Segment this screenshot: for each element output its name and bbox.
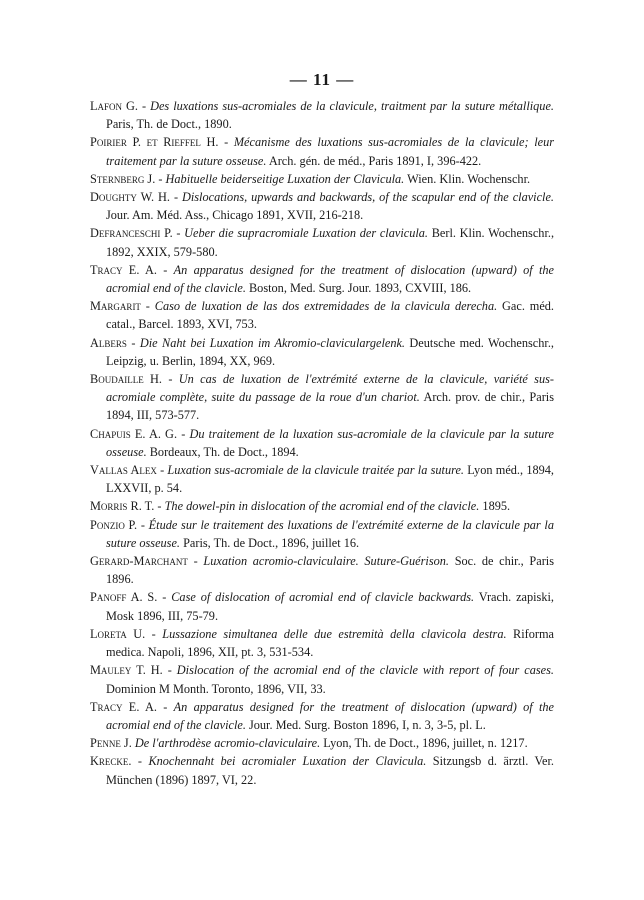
bibliography-entry [90,261,554,297]
entry-title: Des luxations sus-acromiales de la clavicule, traitment par la suture métallique. [150,99,554,113]
entry-details: Riforma medica. Napoli, 1896, XII, pt. 3, 531-534. [106,626,555,660]
entry-author: Krecke. [90,754,132,769]
entry-title: Habituelle beiderseitige Luxation der Clavicula. [165,171,405,186]
entry-separator: - [154,499,165,514]
bibliography-entry [90,297,554,333]
bibliography-entry [90,370,554,425]
entry-author: Lafon G. [90,99,138,113]
bibliography-entry [90,552,554,588]
entry-author: Boudaille H. [90,372,162,387]
entry-author: Defranceschi P. [90,226,173,241]
entry-separator: - [218,135,234,150]
bibliography-list [90,97,554,789]
bibliography-entry [90,734,554,752]
entry-details: Lyon méd., 1894, LXXVII, p. 54. [106,463,554,496]
bibliography-entry [90,661,554,697]
entry-details: Arch. prov. de chir., Paris 1894, III, 573-577. [106,390,554,423]
bibliography-entry [90,425,554,461]
entry-details: Berl. Klin. Wochenschr., 1892, XXIX, 579-580. [106,226,555,259]
entry-details: Bordeaux, Th. de Doct., 1894. [146,444,299,459]
bibliography-entry [90,516,554,552]
entry-separator: - [131,754,149,769]
entry-author: Tracy E. A. [90,699,157,714]
bibliography-entry [90,334,554,370]
entry-author: Gerard-Marchant [90,554,188,569]
entry-separator: - [187,554,204,569]
entry-title: Un cas de luxation de l'extrémité externe de la clavicule, variété sus-acromiale complète, suite du passage de la roue d'un chariot. [106,372,554,405]
bibliography-entry [90,224,554,260]
entry-details: Dominion M Month. Toronto, 1896, VII, 33. [106,681,326,696]
entry-separator: - [156,699,174,714]
entry-separator: - [156,463,168,478]
entry-title: An apparatus designed for the treatment of dislocation (upward) of the acromial end of the clavicle. [106,699,554,732]
entry-author: Sternberg J. [90,171,156,186]
entry-author: Loreta U. [90,626,146,641]
bibliography-entry [90,625,554,661]
entry-separator: - [177,426,190,441]
entry-title: De l'arthrodèse acromio-claviculaire. [134,736,321,751]
entry-separator: - [145,626,163,641]
entry-title: Knochennaht bei acromialer Luxation der Clavicula. [148,754,427,769]
entry-author: Vallas Alex [90,463,157,478]
entry-title: Étude sur le traitement des luxations de l'extrémité externe de la clavicule par la suture osseuse. [106,517,554,550]
entry-author: Tracy E. A. [90,262,157,277]
entry-details: Jour. Med. Surg. Boston 1896, I, n. 3, 3-5, pl. L. [245,717,486,732]
entry-title: Dislocations, upwards and backwards, of the scapular end of the clavicle. [181,190,554,205]
entry-author: Margarit [90,299,141,314]
entry-title: Case of dislocation of acromial end of clavicle backwards. [171,590,475,605]
entry-details: Vrach. zapiski, Mosk 1896, III, 75-79. [106,590,554,623]
bibliography-entry [90,170,554,188]
entry-separator: - [162,663,177,678]
bibliography-entry [90,588,554,624]
entry-title: Mécanisme des luxations sus-acromiales de la clavicule; leur traitement par la suture osseuse. [106,135,555,168]
entry-author: Chapuis E. A. G. [90,426,178,441]
entry-author: Penne J. [90,736,132,751]
entry-title: Dislocation of the acromial end of the clavicle with report of four cases. [176,663,554,678]
entry-title: Lussazione simultanea delle due estremità della clavicola destra. [162,626,507,641]
entry-details: Deutsche med. Wochenschr., Leipzig, u. Berlin, 1894, XX, 969. [106,335,554,368]
bibliography-entry [90,698,554,734]
entry-details: Paris, Th. de Doct., 1890. [106,117,232,132]
entry-separator: - [157,590,172,605]
bibliography-entry [90,97,554,133]
entry-details: Wien. Klin. Wochenschr. [404,171,531,186]
bibliography-entry [90,133,554,169]
entry-title: Luxation sus-acromiale de la clavicule traitée par la suture. [167,463,464,478]
entry-details: Boston, Med. Surg. Jour. 1893, CXVIII, 186. [245,281,472,296]
bibliography-entry [90,461,554,497]
entry-details: Arch. gén. de méd., Paris 1891, I, 396-422. [266,153,482,168]
entry-separator: - [140,299,155,314]
entry-author: Morris R. T. [90,499,155,514]
bibliography-entry [90,752,554,788]
entry-title: Luxation acromio-claviculaire. Suture-Guérison. [203,554,450,569]
entry-title: Du traitement de la luxation sus-acromiale de la clavicule par la suture osseuse. [106,426,555,459]
entry-separator: - [137,517,149,532]
entry-separator: - [156,262,174,277]
entry-title: The dowel-pin in dislocation of the acromial end of the clavicle. [164,499,480,514]
entry-separator: - [161,372,179,387]
bibliography-entry [90,188,554,224]
entry-separator: - [170,190,182,205]
entry-separator: - [126,335,140,350]
entry-details: Sitzungsb d. ärztl. Ver. München (1896) 1897, VI, 22. [106,754,554,787]
entry-author: Doughty W. H. [90,190,171,205]
entry-title: Caso de luxation de las dos extremidades de la clavicula derecha. [154,299,498,314]
entry-author: Albers [90,335,127,350]
entry-title: An apparatus designed for the treatment of dislocation (upward) of the acromial end of the clavicle. [106,262,554,296]
entry-author: Poirier P. et Rieffel H. [90,135,219,150]
entry-details: Jour. Am. Méd. Ass., Chicago 1891, XVII, 216-218. [106,208,364,223]
entry-details: Lyon, Th. de Doct., 1896, juillet, n. 1217. [320,736,528,751]
bibliography-entry [90,497,554,515]
entry-details: Gac. méd. catal., Barcel. 1893, XVI, 753. [106,299,555,332]
entry-details: 1895. [479,499,511,514]
entry-title: Die Naht bei Luxation im Akromio-claviculargelenk. [139,335,405,350]
entry-separator: - [137,99,151,113]
entry-author: Ponzio P. [90,517,138,532]
entry-details: Soc. de chir., Paris 1896. [106,554,555,587]
entry-details: Paris, Th. de Doct., 1896, juillet 16. [180,535,360,550]
entry-author: Panoff A. S. [90,590,158,605]
entry-separator: - [155,171,166,186]
page-number: — 11 — [289,70,355,89]
entry-author: Mauley T. H. [90,663,163,678]
entry-separator: - [172,226,185,241]
entry-title: Ueber die supracromiale Luxation der clavicula. [184,226,428,241]
